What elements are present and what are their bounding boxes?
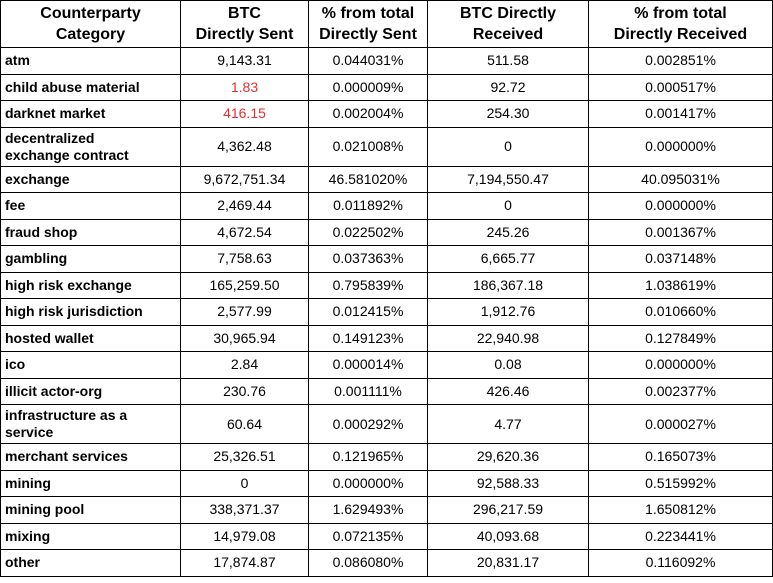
cell-btc-sent: 30,965.94 xyxy=(181,325,309,352)
cell-pct-sent: 0.121965% xyxy=(309,444,428,471)
cell-btc-received: 426.46 xyxy=(428,378,589,405)
header-counterparty-category: Counterparty Category xyxy=(1,1,181,48)
table-header xyxy=(1,1,773,48)
cell-pct-received: 0.000000% xyxy=(589,193,773,220)
cell-btc-received: 92,588.33 xyxy=(428,470,589,497)
cell-category xyxy=(1,497,181,524)
cell-pct-sent: 0.149123% xyxy=(309,325,428,352)
cell-btc-received: 0 xyxy=(428,193,589,220)
cell-btc-sent: 7,758.63 xyxy=(181,246,309,273)
category-label: exchange xyxy=(5,170,70,187)
cell-category xyxy=(1,74,181,101)
table-row xyxy=(1,444,773,471)
category-label: atm xyxy=(5,52,30,69)
table-row xyxy=(1,101,773,128)
cell-category xyxy=(1,299,181,326)
cell-btc-sent: 9,143.31 xyxy=(181,48,309,75)
cell-pct-sent: 0.000292% xyxy=(309,405,428,444)
cell-pct-sent: 0.037363% xyxy=(309,246,428,273)
table-row xyxy=(1,523,773,550)
table-row xyxy=(1,550,773,577)
category-label: fraud shop xyxy=(5,223,78,240)
category-label: mixing xyxy=(5,527,51,544)
cell-pct-received: 0.000000% xyxy=(589,127,773,166)
cell-btc-sent: 14,979.08 xyxy=(181,523,309,550)
cell-pct-sent: 0.000009% xyxy=(309,74,428,101)
table-row xyxy=(1,378,773,405)
cell-btc-received: 254.30 xyxy=(428,101,589,128)
table-row xyxy=(1,246,773,273)
cell-btc-received: 6,665.77 xyxy=(428,246,589,273)
table-row xyxy=(1,193,773,220)
header-row xyxy=(1,1,773,48)
category-label: high risk jurisdiction xyxy=(5,303,143,320)
cell-category xyxy=(1,219,181,246)
category-label: decentralized xyxy=(5,129,95,146)
cell-category xyxy=(1,523,181,550)
cell-category xyxy=(1,325,181,352)
category-label: service xyxy=(5,424,54,440)
table-row xyxy=(1,74,773,101)
cell-btc-received: 245.26 xyxy=(428,219,589,246)
cell-btc-sent: 230.76 xyxy=(181,378,309,405)
cell-category xyxy=(1,405,181,444)
cell-pct-received: 0.165073% xyxy=(589,444,773,471)
cell-pct-sent: 0.022502% xyxy=(309,219,428,246)
cell-btc-received: 92.72 xyxy=(428,74,589,101)
cell-pct-received: 0.002377% xyxy=(589,378,773,405)
cell-btc-received: 1,912.76 xyxy=(428,299,589,326)
category-label: ico xyxy=(5,356,26,373)
cell-pct-received: 0.001367% xyxy=(589,219,773,246)
cell-pct-received: 0.037148% xyxy=(589,246,773,273)
table-row xyxy=(1,405,773,444)
cell-category xyxy=(1,470,181,497)
cell-pct-sent: 0.044031% xyxy=(309,48,428,75)
cell-category xyxy=(1,127,181,166)
cell-category xyxy=(1,193,181,220)
category-label: hosted wallet xyxy=(5,329,94,346)
cell-btc-received: 40,093.68 xyxy=(428,523,589,550)
category-label: darknet market xyxy=(5,105,106,122)
category-label: other xyxy=(5,554,40,571)
cell-btc-received: 511.58 xyxy=(428,48,589,75)
table-row xyxy=(1,127,773,166)
cell-pct-sent: 0.000000% xyxy=(309,470,428,497)
cell-pct-sent: 0.086080% xyxy=(309,550,428,577)
cell-pct-received: 0.002851% xyxy=(589,48,773,75)
table-row xyxy=(1,299,773,326)
table-row xyxy=(1,325,773,352)
cell-pct-received: 0.127849% xyxy=(589,325,773,352)
table-body xyxy=(1,48,773,577)
header-pct-directly-received: % from total Directly Received xyxy=(589,1,773,48)
cell-pct-received: 0.515992% xyxy=(589,470,773,497)
cell-btc-sent: 416.15 xyxy=(181,101,309,128)
cell-btc-sent: 4,672.54 xyxy=(181,219,309,246)
category-label: fee xyxy=(5,197,26,214)
cell-pct-received: 40.095031% xyxy=(589,166,773,193)
header-pct-directly-sent: % from total Directly Sent xyxy=(309,1,428,48)
cell-pct-sent: 1.629493% xyxy=(309,497,428,524)
cell-category xyxy=(1,272,181,299)
cell-pct-received: 0.000000% xyxy=(589,352,773,379)
cell-pct-sent: 0.072135% xyxy=(309,523,428,550)
cell-btc-sent: 2.84 xyxy=(181,352,309,379)
cell-category xyxy=(1,378,181,405)
category-label: gambling xyxy=(5,250,68,267)
cell-pct-sent: 46.581020% xyxy=(309,166,428,193)
header-btc-directly-sent: BTC Directly Sent xyxy=(181,1,309,48)
cell-btc-sent: 338,371.37 xyxy=(181,497,309,524)
cell-category xyxy=(1,101,181,128)
cell-pct-sent: 0.795839% xyxy=(309,272,428,299)
category-label: merchant services xyxy=(5,448,128,465)
table-row xyxy=(1,497,773,524)
cell-btc-sent: 25,326.51 xyxy=(181,444,309,471)
cell-btc-sent: 2,469.44 xyxy=(181,193,309,220)
cell-pct-sent: 0.001111% xyxy=(309,378,428,405)
table-row xyxy=(1,272,773,299)
cell-pct-sent: 0.012415% xyxy=(309,299,428,326)
cell-pct-sent: 0.011892% xyxy=(309,193,428,220)
cell-btc-sent: 4,362.48 xyxy=(181,127,309,166)
cell-btc-received: 186,367.18 xyxy=(428,272,589,299)
cell-pct-received: 0.000517% xyxy=(589,74,773,101)
cell-pct-sent: 0.021008% xyxy=(309,127,428,166)
cell-pct-received: 1.038619% xyxy=(589,272,773,299)
category-label: mining pool xyxy=(5,501,85,518)
cell-category xyxy=(1,48,181,75)
cell-pct-received: 0.000027% xyxy=(589,405,773,444)
table-row xyxy=(1,352,773,379)
cell-btc-sent: 165,259.50 xyxy=(181,272,309,299)
cell-pct-received: 0.010660% xyxy=(589,299,773,326)
cell-btc-received: 29,620.36 xyxy=(428,444,589,471)
category-label: illicit actor-org xyxy=(5,382,103,399)
cell-btc-received: 7,194,550.47 xyxy=(428,166,589,193)
cell-btc-sent: 60.64 xyxy=(181,405,309,444)
cell-pct-received: 1.650812% xyxy=(589,497,773,524)
cell-pct-received: 0.223441% xyxy=(589,523,773,550)
cell-category xyxy=(1,550,181,577)
cell-pct-sent: 0.000014% xyxy=(309,352,428,379)
cell-category xyxy=(1,352,181,379)
cell-btc-received: 4.77 xyxy=(428,405,589,444)
header-btc-directly-received: BTC Directly Received xyxy=(428,1,589,48)
table-row xyxy=(1,219,773,246)
category-label: infrastructure as a xyxy=(5,407,128,423)
cell-btc-sent: 9,672,751.34 xyxy=(181,166,309,193)
cell-btc-sent: 17,874.87 xyxy=(181,550,309,577)
cell-btc-received: 0.08 xyxy=(428,352,589,379)
cell-category xyxy=(1,246,181,273)
category-label: high risk exchange xyxy=(5,276,132,293)
cell-btc-received: 20,831.17 xyxy=(428,550,589,577)
cell-category xyxy=(1,444,181,471)
cell-pct-received: 0.116092% xyxy=(589,550,773,577)
table-row xyxy=(1,166,773,193)
cell-btc-sent: 0 xyxy=(181,470,309,497)
category-label: child abuse material xyxy=(5,78,140,95)
table-row xyxy=(1,48,773,75)
cell-btc-sent: 2,577.99 xyxy=(181,299,309,326)
cell-btc-received: 0 xyxy=(428,127,589,166)
table-row xyxy=(1,470,773,497)
category-label: mining xyxy=(5,474,51,491)
cell-btc-received: 296,217.59 xyxy=(428,497,589,524)
category-label: exchange contract xyxy=(5,146,129,163)
cell-btc-received: 22,940.98 xyxy=(428,325,589,352)
cell-pct-sent: 0.002004% xyxy=(309,101,428,128)
cell-category xyxy=(1,166,181,193)
cell-btc-sent: 1.83 xyxy=(181,74,309,101)
cell-pct-received: 0.001417% xyxy=(589,101,773,128)
